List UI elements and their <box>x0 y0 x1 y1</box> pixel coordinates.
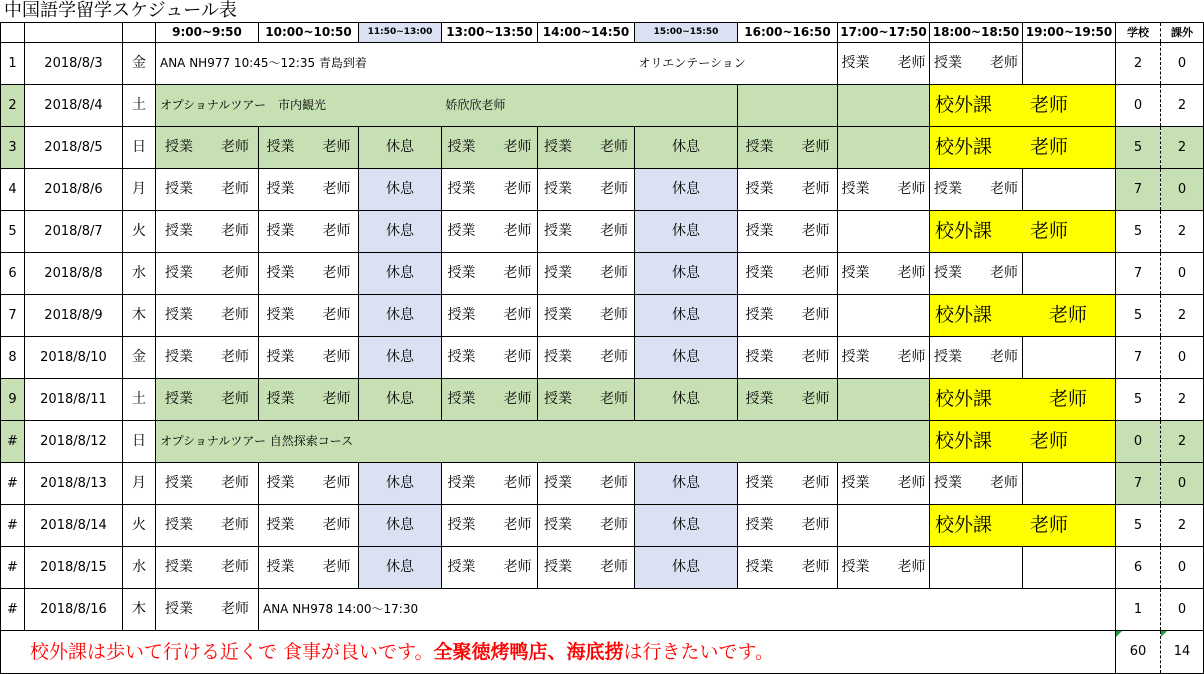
date-cell: 2018/8/3 <box>25 43 123 85</box>
date-cell: 2018/8/9 <box>25 295 123 337</box>
lesson-cell: 授業 老师 <box>838 547 930 589</box>
lesson-cell: 授業 老师 <box>838 253 930 295</box>
activity-note-cell: オプショナルツアー 自然探索コース <box>156 421 930 463</box>
outside-class-cell: 校外課 老师 <box>930 295 1116 337</box>
extra-count-header: 課外 <box>1161 23 1204 43</box>
empty-slot-cell <box>1023 547 1116 589</box>
error-indicator-icon <box>1116 631 1122 637</box>
row-number: # <box>1 505 25 547</box>
break-cell: 休息 <box>635 337 738 379</box>
school-lesson-count: 5 <box>1116 295 1161 337</box>
break-cell: 休息 <box>359 547 442 589</box>
lesson-cell: 授業 老师 <box>442 253 538 295</box>
schedule-body <box>1 23 1204 674</box>
lesson-cell: 授業 老师 <box>442 547 538 589</box>
date-cell: 2018/8/4 <box>25 85 123 127</box>
break-cell: 休息 <box>635 463 738 505</box>
lesson-cell: 授業 老师 <box>442 505 538 547</box>
empty-slot-cell <box>838 379 930 421</box>
lesson-cell: 授業 老师 <box>259 547 359 589</box>
lesson-cell: 授業 老师 <box>259 169 359 211</box>
extra-lesson-count: 0 <box>1161 43 1204 85</box>
lesson-cell: 授業 老师 <box>738 547 838 589</box>
lesson-cell: 授業 老师 <box>930 463 1023 505</box>
row-number: 5 <box>1 211 25 253</box>
weekday-cell: 火 <box>123 505 156 547</box>
lesson-cell: 授業 老师 <box>930 253 1023 295</box>
lesson-cell: 授業 老师 <box>738 337 838 379</box>
weekday-cell: 月 <box>123 463 156 505</box>
outside-class-cell: 校外課 老师 <box>930 421 1116 463</box>
date-cell: 2018/8/6 <box>25 169 123 211</box>
weekday-cell: 土 <box>123 379 156 421</box>
empty-slot-cell <box>838 85 930 127</box>
empty-slot-cell <box>1023 253 1116 295</box>
header-date-cell <box>25 23 123 43</box>
outside-class-cell: 校外課 老师 <box>930 85 1116 127</box>
row-number: 1 <box>1 43 25 85</box>
lesson-cell: 授業 老师 <box>538 337 635 379</box>
schedule-row <box>1 547 1204 589</box>
schedule-row <box>1 379 1204 421</box>
outside-class-cell: 校外課 老师 <box>930 211 1116 253</box>
empty-slot-cell <box>1023 169 1116 211</box>
school-total-value: 60 <box>1129 644 1147 660</box>
schedule-row <box>1 421 1204 463</box>
break-cell: 休息 <box>359 505 442 547</box>
schedule-row <box>1 505 1204 547</box>
lesson-cell: 授業 老师 <box>738 169 838 211</box>
time-slot-header: 16:00~16:50 <box>738 23 838 43</box>
lesson-cell: 授業 老师 <box>838 43 930 85</box>
schedule-row <box>1 85 1204 127</box>
empty-slot-cell <box>838 505 930 547</box>
school-lesson-count: 5 <box>1116 505 1161 547</box>
empty-slot-cell <box>930 547 1023 589</box>
schedule-row <box>1 337 1204 379</box>
school-lesson-count: 7 <box>1116 463 1161 505</box>
date-cell: 2018/8/8 <box>25 253 123 295</box>
weekday-cell: 火 <box>123 211 156 253</box>
lesson-cell: 授業 老师 <box>156 589 259 631</box>
weekday-cell: 水 <box>123 547 156 589</box>
date-cell: 2018/8/15 <box>25 547 123 589</box>
break-cell: 休息 <box>635 379 738 421</box>
lesson-cell: 授業 老师 <box>259 379 359 421</box>
row-number: 9 <box>1 379 25 421</box>
weekday-cell: 土 <box>123 85 156 127</box>
school-lesson-count: 1 <box>1116 589 1161 631</box>
row-number: 4 <box>1 169 25 211</box>
row-number: # <box>1 421 25 463</box>
footer-note-emphasis: 全聚徳烤鸭店、海底捞 <box>433 640 624 663</box>
lesson-cell: 授業 老师 <box>838 337 930 379</box>
break-cell: 休息 <box>635 547 738 589</box>
lesson-cell: 授業 老师 <box>538 253 635 295</box>
lesson-cell: 授業 老师 <box>538 463 635 505</box>
break-cell: 休息 <box>359 253 442 295</box>
school-lesson-count: 7 <box>1116 337 1161 379</box>
break-cell: 休息 <box>359 169 442 211</box>
activity-note-cell: 娇欣欣老师 <box>442 85 738 127</box>
school-total-cell <box>1116 631 1161 674</box>
activity-note-cell: ANA NH978 14:00～17:30 <box>259 589 1116 631</box>
schedule-row <box>1 43 1204 85</box>
schedule-row <box>1 253 1204 295</box>
extra-lesson-count: 2 <box>1161 505 1204 547</box>
break-cell: 休息 <box>635 127 738 169</box>
schedule-row <box>1 463 1204 505</box>
header-weekday-cell <box>123 23 156 43</box>
extra-lesson-count: 0 <box>1161 337 1204 379</box>
header-number-cell <box>1 23 25 43</box>
lesson-cell: 授業 老师 <box>538 169 635 211</box>
schedule-row <box>1 295 1204 337</box>
lesson-cell: 授業 老师 <box>156 169 259 211</box>
row-number: 6 <box>1 253 25 295</box>
activity-note-cell: ANA NH977 10:45～12:35 青島到着 <box>156 43 635 85</box>
header-row <box>1 23 1204 43</box>
extra-lesson-count: 0 <box>1161 253 1204 295</box>
time-slot-header: 10:00~10:50 <box>259 23 359 43</box>
row-number: 3 <box>1 127 25 169</box>
lesson-cell: 授業 老师 <box>259 295 359 337</box>
lesson-cell: 授業 老师 <box>442 379 538 421</box>
extra-lesson-count: 2 <box>1161 421 1204 463</box>
footer-row <box>1 631 1204 674</box>
lesson-cell: 授業 老师 <box>156 505 259 547</box>
lesson-cell: 授業 老师 <box>442 169 538 211</box>
outside-class-cell: 校外課 老师 <box>930 379 1116 421</box>
weekday-cell: 日 <box>123 421 156 463</box>
lesson-cell: 授業 老师 <box>538 127 635 169</box>
empty-slot-cell <box>838 127 930 169</box>
break-cell: 休息 <box>635 253 738 295</box>
lesson-cell: 授業 老师 <box>259 127 359 169</box>
time-slot-header: 13:00~13:50 <box>442 23 538 43</box>
lesson-cell: 授業 老师 <box>738 211 838 253</box>
school-lesson-count: 7 <box>1116 253 1161 295</box>
time-slot-header: 11:50~13:00 <box>359 23 442 43</box>
lesson-cell: 授業 老师 <box>259 211 359 253</box>
extra-lesson-count: 2 <box>1161 295 1204 337</box>
lesson-cell: 授業 老师 <box>538 505 635 547</box>
weekday-cell: 木 <box>123 589 156 631</box>
lesson-cell: 授業 老师 <box>156 211 259 253</box>
row-number: # <box>1 547 25 589</box>
lesson-cell: 授業 老师 <box>442 337 538 379</box>
extra-total-value: 14 <box>1173 644 1191 660</box>
schedule-row <box>1 589 1204 631</box>
break-cell: 休息 <box>635 295 738 337</box>
break-cell: 休息 <box>359 337 442 379</box>
extra-lesson-count: 2 <box>1161 211 1204 253</box>
outside-class-cell: 校外課 老师 <box>930 127 1116 169</box>
school-lesson-count: 7 <box>1116 169 1161 211</box>
lesson-cell: 授業 老师 <box>442 127 538 169</box>
break-cell: 休息 <box>635 169 738 211</box>
date-cell: 2018/8/11 <box>25 379 123 421</box>
break-cell: 休息 <box>359 127 442 169</box>
lesson-cell: 授業 老师 <box>156 127 259 169</box>
school-lesson-count: 2 <box>1116 43 1161 85</box>
lesson-cell: 授業 老师 <box>738 295 838 337</box>
lesson-cell: 授業 老师 <box>738 127 838 169</box>
lesson-cell: 授業 老师 <box>259 253 359 295</box>
school-lesson-count: 6 <box>1116 547 1161 589</box>
extra-lesson-count: 2 <box>1161 85 1204 127</box>
empty-slot-cell <box>1023 43 1116 85</box>
lesson-cell: 授業 老师 <box>259 337 359 379</box>
empty-slot-cell <box>838 295 930 337</box>
footer-note-text: 校外課は歩いて行ける近くで 食事が良いです。 <box>30 640 434 663</box>
date-cell: 2018/8/5 <box>25 127 123 169</box>
lesson-cell: 授業 老师 <box>156 295 259 337</box>
lesson-cell: 授業 老师 <box>738 253 838 295</box>
extra-total-cell <box>1161 631 1204 674</box>
lesson-cell: 授業 老师 <box>156 379 259 421</box>
time-slot-header: 15:00~15:50 <box>635 23 738 43</box>
school-lesson-count: 0 <box>1116 421 1161 463</box>
row-number: # <box>1 463 25 505</box>
schedule-row <box>1 211 1204 253</box>
time-slot-header: 9:00~9:50 <box>156 23 259 43</box>
weekday-cell: 水 <box>123 253 156 295</box>
extra-lesson-count: 2 <box>1161 127 1204 169</box>
lesson-cell: 授業 老师 <box>738 379 838 421</box>
lesson-cell: 授業 老师 <box>930 337 1023 379</box>
break-cell: 休息 <box>635 505 738 547</box>
break-cell: 休息 <box>359 463 442 505</box>
outside-class-cell: 校外課 老师 <box>930 505 1116 547</box>
lesson-cell: 授業 老师 <box>738 505 838 547</box>
lesson-cell: 授業 老师 <box>156 337 259 379</box>
date-cell: 2018/8/16 <box>25 589 123 631</box>
lesson-cell: 授業 老师 <box>442 463 538 505</box>
extra-lesson-count: 2 <box>1161 379 1204 421</box>
extra-lesson-count: 0 <box>1161 463 1204 505</box>
lesson-cell: 授業 老师 <box>259 505 359 547</box>
school-lesson-count: 0 <box>1116 85 1161 127</box>
date-cell: 2018/8/13 <box>25 463 123 505</box>
school-lesson-count: 5 <box>1116 127 1161 169</box>
lesson-cell: 授業 老师 <box>838 463 930 505</box>
weekday-cell: 月 <box>123 169 156 211</box>
weekday-cell: 金 <box>123 43 156 85</box>
break-cell: 休息 <box>635 211 738 253</box>
schedule-table <box>0 22 1204 674</box>
schedule-row <box>1 127 1204 169</box>
weekday-cell: 木 <box>123 295 156 337</box>
school-count-header: 学校 <box>1116 23 1161 43</box>
error-indicator-icon <box>1161 631 1167 637</box>
row-number: 7 <box>1 295 25 337</box>
lesson-cell: 授業 老师 <box>538 211 635 253</box>
date-cell: 2018/8/12 <box>25 421 123 463</box>
extra-lesson-count: 0 <box>1161 169 1204 211</box>
break-cell: 休息 <box>359 379 442 421</box>
schedule-row <box>1 169 1204 211</box>
row-number: # <box>1 589 25 631</box>
lesson-cell: 授業 老师 <box>930 169 1023 211</box>
date-cell: 2018/8/14 <box>25 505 123 547</box>
break-cell: 休息 <box>359 295 442 337</box>
lesson-cell: 授業 老师 <box>442 295 538 337</box>
row-number: 8 <box>1 337 25 379</box>
lesson-cell: 授業 老师 <box>538 379 635 421</box>
time-slot-header: 17:00~17:50 <box>838 23 930 43</box>
lesson-cell: 授業 老师 <box>538 295 635 337</box>
lesson-cell: 授業 老师 <box>930 43 1023 85</box>
empty-slot-cell <box>1023 463 1116 505</box>
weekday-cell: 日 <box>123 127 156 169</box>
lesson-cell: 授業 老师 <box>156 463 259 505</box>
lesson-cell: 授業 老师 <box>259 463 359 505</box>
footer-note-text: は行きたいです。 <box>623 640 775 663</box>
empty-slot-cell <box>1023 337 1116 379</box>
date-cell: 2018/8/10 <box>25 337 123 379</box>
empty-slot-cell <box>738 85 838 127</box>
extra-lesson-count: 0 <box>1161 547 1204 589</box>
date-cell: 2018/8/7 <box>25 211 123 253</box>
footer-note <box>1 631 1116 674</box>
school-lesson-count: 5 <box>1116 379 1161 421</box>
time-slot-header: 14:00~14:50 <box>538 23 635 43</box>
lesson-cell: 授業 老师 <box>156 547 259 589</box>
activity-note-cell: オプショナルツアー 市内観光 <box>156 85 442 127</box>
activity-note-cell: オリエンテーション <box>635 43 838 85</box>
lesson-cell: 授業 老师 <box>442 211 538 253</box>
school-lesson-count: 5 <box>1116 211 1161 253</box>
weekday-cell: 金 <box>123 337 156 379</box>
empty-slot-cell <box>838 211 930 253</box>
extra-lesson-count: 0 <box>1161 589 1204 631</box>
sheet-title: 中国語学留学スケジュール表 <box>4 0 237 21</box>
time-slot-header: 18:00~18:50 <box>930 23 1023 43</box>
lesson-cell: 授業 老师 <box>538 547 635 589</box>
time-slot-header: 19:00~19:50 <box>1023 23 1116 43</box>
break-cell: 休息 <box>359 211 442 253</box>
lesson-cell: 授業 老师 <box>156 253 259 295</box>
row-number: 2 <box>1 85 25 127</box>
lesson-cell: 授業 老师 <box>738 463 838 505</box>
lesson-cell: 授業 老师 <box>838 169 930 211</box>
